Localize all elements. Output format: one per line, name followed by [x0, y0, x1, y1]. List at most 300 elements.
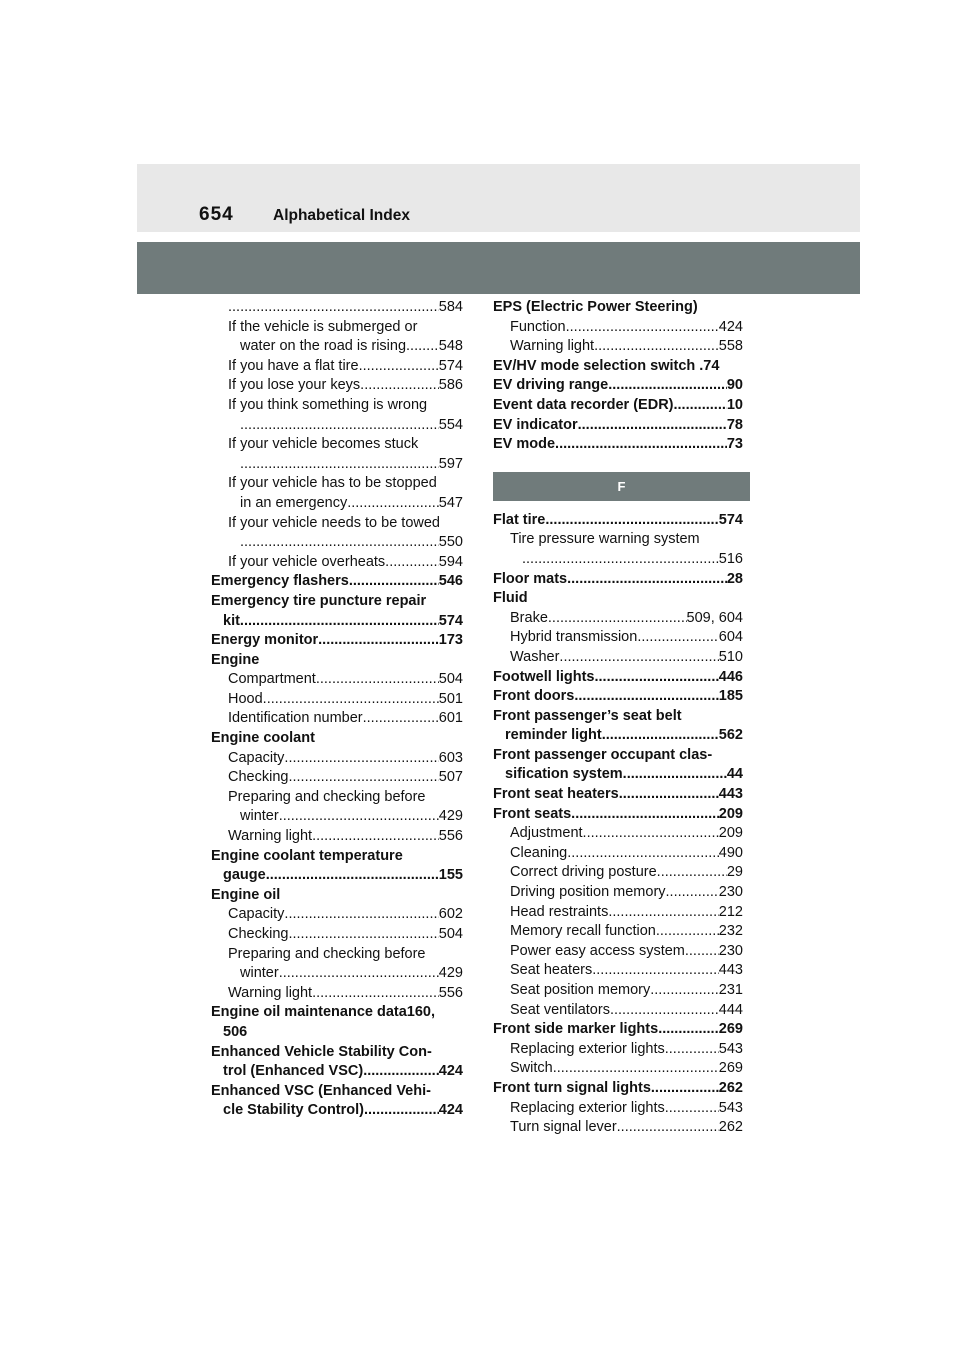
entry-text: Warning light [228, 984, 313, 1001]
page-reference[interactable]: 429 [438, 808, 463, 825]
entry-line [211, 1101, 463, 1121]
page-reference[interactable]: 504 [438, 926, 463, 942]
page-reference[interactable]: 558 [718, 338, 743, 355]
dot-leader [316, 670, 439, 690]
dot-leader [623, 765, 727, 785]
dot-leader [240, 612, 439, 632]
dot-leader [349, 572, 439, 592]
page-reference[interactable]: 594 [438, 553, 463, 570]
index-entry [493, 435, 743, 455]
index-subentry [493, 648, 743, 668]
entry-text: Engine coolant temperature [211, 847, 403, 864]
entry-text: Event data recorder (EDR) [493, 396, 674, 413]
entry-line [228, 533, 463, 553]
page-reference[interactable]: 424 [718, 318, 743, 335]
entry-line [510, 1099, 743, 1119]
entry-line [228, 376, 463, 396]
page-reference[interactable]: 443 [718, 786, 743, 803]
entry-text: Identification number [228, 710, 363, 727]
dot-leader [385, 553, 439, 573]
index-subentry [493, 961, 743, 981]
dot-leader [650, 981, 719, 1001]
entry-line [228, 925, 463, 945]
page-reference[interactable]: 185 [718, 688, 743, 705]
page-reference[interactable]: 155 [438, 867, 463, 884]
entry-text: Switch [510, 1060, 553, 1077]
index-subentry [211, 376, 463, 396]
index-subentry [211, 768, 463, 788]
section-header: F [493, 472, 750, 501]
entry-text: Front passenger occupant clas- [493, 746, 713, 763]
dot-leader [666, 883, 719, 903]
index-subentry [493, 981, 743, 1001]
entry-line [228, 455, 463, 475]
page-reference[interactable]: 262 [718, 1119, 743, 1136]
entry-line [228, 670, 463, 690]
header-band [137, 242, 860, 294]
entry-text: Footwell lights [493, 668, 595, 685]
index-subentry [211, 514, 463, 553]
dot-leader [284, 749, 438, 769]
entry-text: Checking [228, 769, 289, 786]
header-background [137, 164, 860, 232]
entry-line [211, 592, 463, 612]
dot-leader [522, 550, 719, 570]
entry-line [211, 866, 463, 886]
page-reference[interactable]: 444 [718, 1001, 743, 1018]
entry-text: If you think something is wrong [228, 396, 428, 413]
page-reference[interactable]: 232 [718, 923, 743, 940]
index-subentry [211, 474, 463, 513]
entry-line [228, 416, 463, 436]
entry-line [493, 765, 743, 785]
entry-line [211, 651, 463, 671]
entry-text: Washer [510, 648, 560, 665]
index-subentry [493, 883, 743, 903]
dot-leader [617, 1118, 719, 1138]
entry-line [228, 964, 463, 984]
page-reference[interactable]: 586 [438, 377, 463, 394]
entry-line [493, 416, 743, 436]
index-subentry [211, 905, 463, 925]
page-reference[interactable]: 424 [438, 1102, 463, 1119]
dot-leader [364, 1101, 439, 1121]
dot-leader [284, 905, 438, 925]
page-reference[interactable]: 212 [718, 903, 743, 920]
page-reference[interactable]: 510 [718, 648, 743, 665]
index-entry [493, 511, 743, 531]
entry-text: Engine oil maintenance data160, [211, 1004, 436, 1021]
entry-text: gauge [223, 867, 266, 884]
entry-line [510, 1001, 743, 1021]
entry-line [510, 648, 743, 668]
page-reference[interactable]: 546 [438, 573, 463, 590]
entry-line [493, 435, 743, 455]
index-entry [211, 631, 463, 651]
index-subentry [211, 357, 463, 377]
entry-line [510, 337, 743, 357]
dot-leader [288, 768, 438, 788]
dot-leader [567, 570, 727, 590]
page-reference[interactable]: 78 [726, 416, 743, 433]
page-reference[interactable]: 230 [718, 942, 743, 959]
page-reference[interactable]: 504 [438, 671, 463, 688]
index-subentry [493, 318, 743, 338]
dot-leader [240, 416, 439, 436]
entry-text: Cleaning [510, 844, 568, 861]
index-entry [211, 847, 463, 886]
page-reference[interactable]: 446 [718, 668, 743, 685]
dot-leader [583, 824, 719, 844]
entry-line [211, 1003, 463, 1023]
dot-leader [360, 376, 439, 396]
entry-line [228, 494, 463, 514]
entry-text: Enhanced VSC (Enhanced Vehi- [211, 1082, 431, 1099]
index-subentry [211, 749, 463, 769]
dot-leader [312, 827, 439, 847]
dot-leader [548, 609, 687, 629]
page-title: Alphabetical Index [273, 207, 410, 224]
dot-leader [608, 376, 727, 396]
entry-line [510, 922, 743, 942]
entry-text: sification system [505, 766, 623, 783]
dot-leader [574, 687, 718, 707]
dot-leader [363, 1062, 439, 1082]
entry-line [510, 981, 743, 1001]
index-subentry [493, 863, 743, 883]
entry-line [493, 589, 743, 609]
index-entry [493, 570, 743, 590]
entry-text: Engine coolant [211, 730, 315, 747]
entry-line [228, 768, 463, 788]
entry-line [493, 687, 743, 707]
dot-leader [608, 903, 718, 923]
dot-leader [578, 416, 727, 436]
dot-leader [594, 337, 719, 357]
index-entry [493, 668, 743, 688]
entry-text: Replacing exterior lights [510, 1040, 665, 1057]
entry-line [510, 530, 743, 550]
index-entry [493, 376, 743, 396]
dot-leader [665, 1040, 719, 1060]
entry-line [493, 726, 743, 746]
index-subentry [493, 530, 743, 569]
dot-leader [545, 511, 718, 531]
entry-line [228, 435, 463, 455]
page-reference[interactable]: 543 [718, 1040, 743, 1057]
page-reference[interactable]: 424 [438, 1063, 463, 1080]
index-subentry [493, 1099, 743, 1119]
page-reference[interactable]: 562 [718, 727, 743, 744]
entry-text: Replacing exterior lights [510, 1099, 665, 1116]
entry-text: winter [240, 808, 279, 825]
page-number: 654 [199, 204, 234, 225]
entry-text: If you have a flat tire [228, 357, 359, 374]
entry-line [493, 396, 743, 416]
page-reference[interactable]: 443 [718, 962, 743, 979]
page-reference[interactable]: 603 [438, 749, 463, 766]
entry-text: Turn signal lever [510, 1119, 617, 1136]
index-subentry [493, 903, 743, 923]
page-reference[interactable]: 10 [726, 396, 743, 413]
index-subentry [211, 945, 463, 984]
index-subentry [493, 922, 743, 942]
page-reference[interactable]: 597 [438, 455, 463, 472]
entry-text: If your vehicle becomes stuck [228, 436, 419, 453]
index-entry [493, 687, 743, 707]
entry-text: If the vehicle is submerged or [228, 318, 418, 335]
page-reference[interactable]: 507 [438, 769, 463, 786]
dot-leader [263, 690, 439, 710]
entry-text: winter [240, 965, 279, 982]
page-reference[interactable]: 73 [726, 436, 743, 453]
entry-line [228, 807, 463, 827]
dot-leader [555, 435, 727, 455]
entry-line [211, 631, 463, 651]
entry-text: EV mode [493, 436, 556, 453]
index-entry [493, 805, 743, 825]
page-reference[interactable]: 574 [438, 357, 463, 374]
page-reference[interactable]: 209 [718, 825, 743, 842]
page-reference[interactable]: 550 [438, 534, 463, 551]
dot-leader [228, 298, 439, 318]
entry-text: 506 [223, 1023, 248, 1040]
dot-leader [657, 863, 727, 883]
entry-text: Seat position memory [510, 982, 651, 998]
entry-text: in an emergency [240, 494, 348, 511]
dot-leader [651, 1079, 719, 1099]
entry-text: Front turn signal lights [493, 1079, 651, 1096]
entry-line [228, 298, 463, 318]
entry-text: Front seat heaters [493, 786, 619, 803]
entry-line [510, 903, 743, 923]
index-subentry [211, 690, 463, 710]
page-reference[interactable]: 548 [438, 338, 463, 355]
entry-line [228, 827, 463, 847]
index-entry [211, 1082, 463, 1121]
page-reference[interactable]: 574 [718, 511, 743, 528]
index-subentry [211, 788, 463, 827]
dot-leader [665, 1099, 719, 1119]
entry-line [228, 690, 463, 710]
entry-text: Correct driving posture [510, 864, 657, 881]
dot-leader [318, 631, 439, 651]
entry-text: Energy monitor [211, 632, 319, 649]
entry-line [211, 729, 463, 749]
entry-line [493, 668, 743, 688]
dot-leader [559, 648, 718, 668]
entry-text: Preparing and checking before [228, 788, 426, 805]
dot-leader [567, 844, 719, 864]
page-reference[interactable]: 209 [718, 805, 743, 822]
dot-leader [359, 357, 439, 377]
dot-leader [685, 942, 719, 962]
entry-text: Function [510, 318, 566, 335]
entry-text: EV driving range [493, 377, 609, 394]
page-reference[interactable]: 490 [718, 844, 743, 861]
entry-line [211, 886, 463, 906]
index-subentry [493, 609, 743, 629]
index-entry [493, 707, 743, 746]
page-reference[interactable]: 269 [718, 1060, 743, 1077]
entry-line [493, 746, 743, 766]
entry-line [510, 628, 743, 648]
dot-leader [279, 807, 439, 827]
dot-leader [406, 337, 439, 357]
page-reference[interactable]: 28 [726, 570, 743, 587]
page-reference[interactable]: 269 [718, 1021, 743, 1038]
entry-text: Tire pressure warning system [510, 531, 700, 548]
page-reference[interactable]: 554 [438, 416, 463, 433]
index-subentry [493, 337, 743, 357]
entry-text: Driving position memory [510, 884, 666, 901]
page-reference[interactable]: 601 [438, 710, 463, 727]
page-reference[interactable]: 602 [438, 906, 463, 923]
entry-line [510, 1059, 743, 1079]
entry-text: Fluid [493, 590, 528, 607]
entry-text: reminder light [505, 727, 602, 744]
entry-line [228, 945, 463, 965]
index-subentry [211, 709, 463, 729]
dot-leader [619, 785, 719, 805]
index-subentry [211, 298, 463, 318]
entry-text: Power easy access system [510, 942, 685, 959]
entry-line [228, 318, 463, 338]
index-subentry [211, 553, 463, 573]
dot-leader [288, 925, 438, 945]
entry-line [493, 1020, 743, 1040]
dot-leader [279, 964, 439, 984]
page-reference[interactable]: 556 [438, 828, 463, 845]
index-subentry [493, 824, 743, 844]
entry-text: Warning light [510, 338, 595, 355]
entry-line [493, 298, 743, 318]
dot-leader [637, 628, 718, 648]
entry-line [510, 824, 743, 844]
dot-leader [658, 1020, 719, 1040]
index-subentry [211, 435, 463, 474]
index-entry [211, 886, 463, 906]
entry-line [228, 357, 463, 377]
dot-leader [571, 805, 719, 825]
index-subentry [211, 827, 463, 847]
entry-text: Adjustment [510, 825, 583, 842]
index-entry [211, 651, 463, 671]
index-entry [493, 1020, 743, 1040]
page-reference[interactable]: 584 [438, 299, 463, 315]
page-reference[interactable]: 90 [726, 377, 743, 394]
entry-line [510, 961, 743, 981]
entry-text: EPS (Electric Power Steering) [493, 299, 698, 315]
dot-leader [656, 922, 719, 942]
index-subentry [211, 984, 463, 1004]
entry-text: Compartment [228, 671, 316, 688]
page-reference[interactable]: 547 [438, 494, 463, 511]
entry-text: Enhanced Vehicle Stability Con- [211, 1043, 432, 1060]
page-reference[interactable]: 230 [718, 884, 743, 901]
entry-line [510, 844, 743, 864]
dot-leader [674, 396, 727, 416]
entry-text: EV/HV mode selection switch .74 [493, 357, 720, 374]
page-reference[interactable]: 509, 604 [686, 609, 743, 626]
page-reference[interactable]: 543 [718, 1099, 743, 1116]
entry-line [211, 1082, 463, 1102]
dot-leader [347, 494, 439, 514]
index-subentry [493, 942, 743, 962]
entry-text: EV indicator [493, 416, 578, 433]
dot-leader [553, 1059, 719, 1079]
dot-leader [240, 533, 439, 553]
entry-line [228, 788, 463, 808]
page-reference[interactable]: 516 [718, 550, 743, 567]
page-reference[interactable]: 574 [438, 612, 463, 629]
page-reference[interactable]: 429 [438, 965, 463, 982]
entry-line [510, 318, 743, 338]
index-entry [211, 1003, 463, 1042]
entry-line [228, 337, 463, 357]
entry-text: Engine oil [211, 886, 281, 903]
entry-line [493, 357, 743, 377]
entry-line [493, 1079, 743, 1099]
entry-line [211, 1023, 463, 1043]
page-reference[interactable]: 604 [718, 629, 743, 646]
entry-line [493, 376, 743, 396]
entry-line [228, 514, 463, 534]
index-subentry [493, 1001, 743, 1021]
index-subentry [211, 396, 463, 435]
index-subentry [493, 1118, 743, 1138]
page-reference[interactable]: 173 [438, 632, 463, 649]
entry-line [211, 572, 463, 592]
index-subentry [493, 1040, 743, 1060]
page-reference[interactable]: 501 [438, 690, 463, 707]
index-subentry [493, 1059, 743, 1079]
page-reference[interactable]: 44 [726, 766, 743, 783]
entry-line [510, 609, 743, 629]
entry-text: Head restraints [510, 903, 609, 920]
index-entry [493, 396, 743, 416]
entry-line [228, 749, 463, 769]
entry-text: If you lose your keys [228, 377, 361, 394]
index-subentry [211, 925, 463, 945]
page-reference[interactable]: 556 [438, 984, 463, 1001]
entry-line [493, 707, 743, 727]
dot-leader [566, 318, 719, 338]
page-reference[interactable]: 231 [718, 982, 743, 998]
entry-line [510, 1118, 743, 1138]
entry-line [228, 905, 463, 925]
index-entry [493, 416, 743, 436]
entry-text: Front seats [493, 805, 572, 822]
entry-text: If your vehicle has to be stopped [228, 475, 437, 492]
dot-leader [602, 726, 719, 746]
entry-text: cle Stability Control) [223, 1102, 364, 1119]
index-entry [493, 785, 743, 805]
index-entry [211, 592, 463, 631]
page-reference[interactable]: 29 [726, 864, 743, 881]
entry-text: Checking [228, 926, 289, 942]
page-reference[interactable]: 262 [718, 1079, 743, 1096]
entry-line [510, 863, 743, 883]
dot-leader [610, 1001, 719, 1021]
entry-text: Seat heaters [510, 962, 593, 979]
dot-leader [592, 961, 719, 981]
entry-text: Capacity [228, 906, 285, 923]
index-entry [493, 746, 743, 785]
entry-text: Preparing and checking before [228, 945, 426, 962]
entry-text: trol (Enhanced VSC) [223, 1063, 364, 1080]
index-subentry [211, 670, 463, 690]
